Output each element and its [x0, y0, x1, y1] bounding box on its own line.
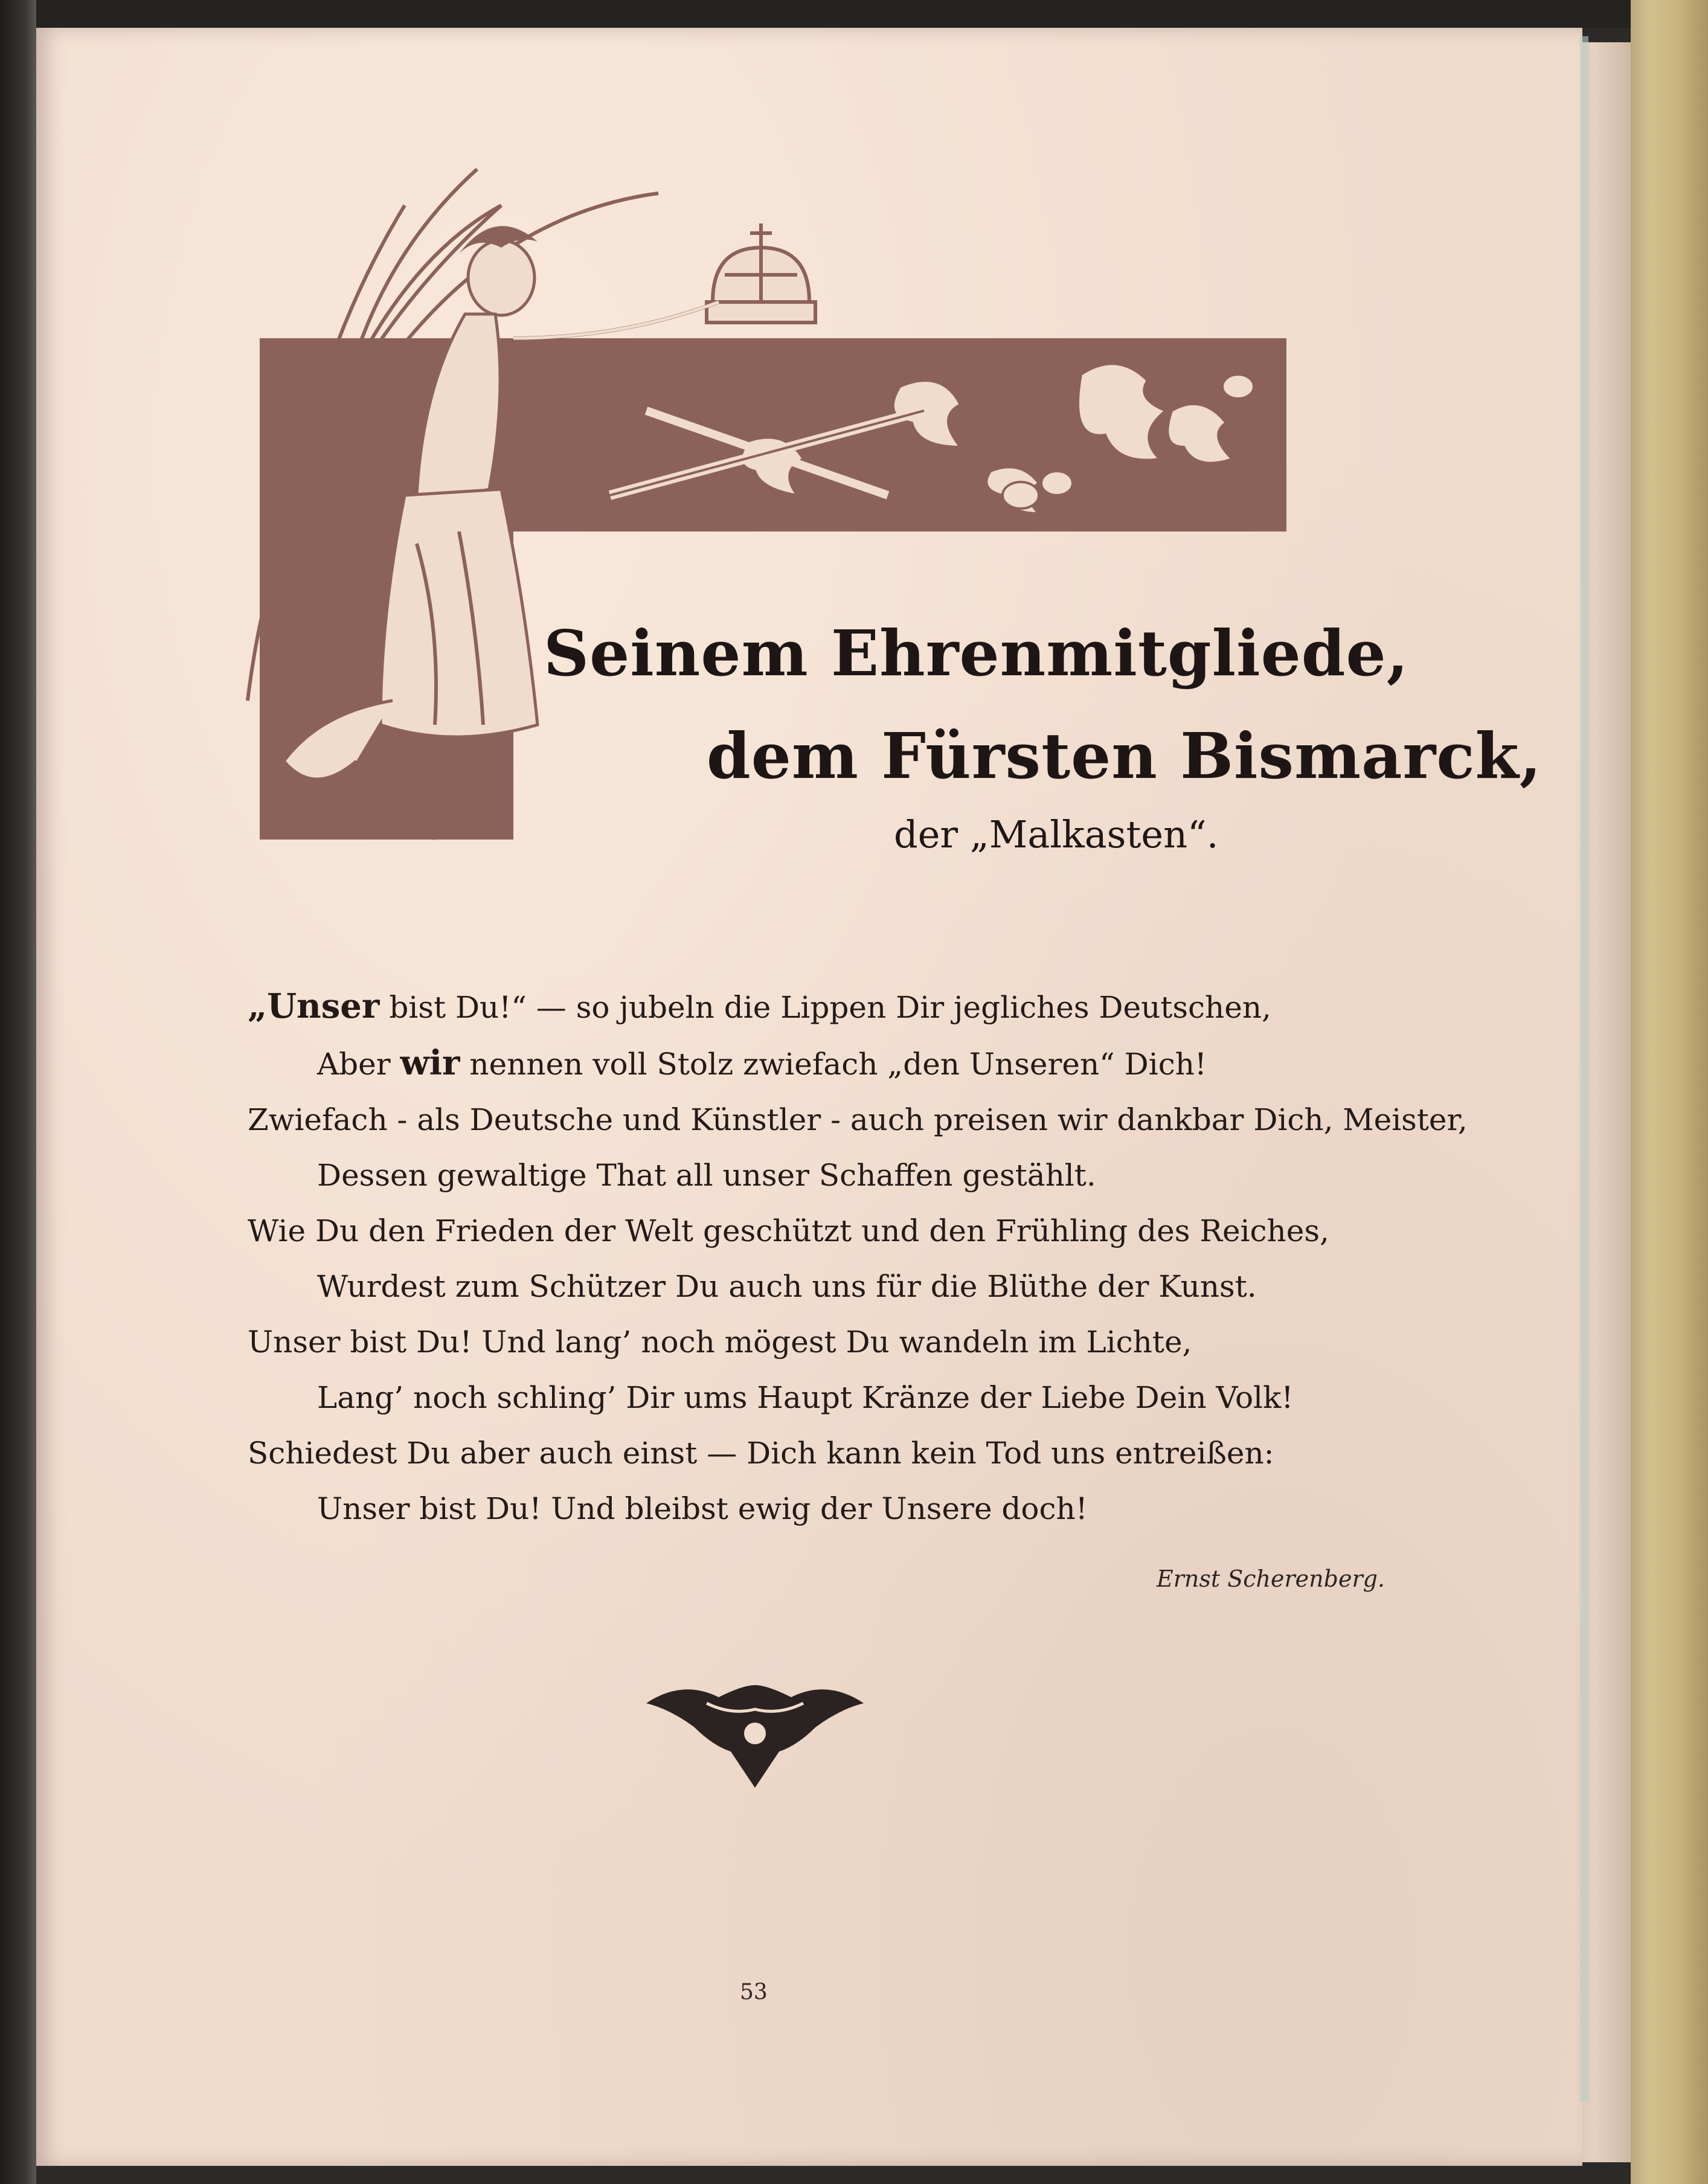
- poem-text: Aber: [317, 1047, 400, 1082]
- title-line-3: der „Malkasten“.: [894, 812, 1219, 856]
- poem-line-3: Zwiefach - als Deutsche und Künstler - auch preisen wir dankbar Dich, Meister,: [248, 1102, 1468, 1137]
- poem-line-7: Unser bist Du! Und lang’ noch mögest Du wandeln im Lichte,: [248, 1325, 1192, 1360]
- poem-line-1: [248, 978, 1395, 1035]
- poem-line-6: Wurdest zum Schützer Du auch uns für die Blüthe der Kunst.: [317, 1269, 1257, 1304]
- poem-line-5: Wie Du den Frieden der Welt geschützt und den Frühling des Reiches,: [248, 1213, 1329, 1248]
- book-cover-left: [0, 0, 36, 2184]
- emphasized-word: wir: [400, 1043, 460, 1083]
- title-line-1: Seinem Ehrenmitgliede,: [544, 616, 1409, 690]
- title-line-2: dem Fürsten Bismarck,: [707, 719, 1542, 793]
- poem-line-8: Lang’ noch schling’ Dir ums Haupt Kränze der Liebe Dein Volk!: [317, 1380, 1294, 1415]
- emphasized-word: „Unser: [248, 986, 380, 1026]
- poem-text: nennen voll Stolz zwiefach „den Unseren“ Dich!: [460, 1047, 1207, 1082]
- page-edge-tint: [1580, 36, 1588, 2102]
- ornamental-vignette: [634, 1667, 876, 1788]
- poem: [248, 978, 1468, 1537]
- book-cover-top: [36, 0, 1631, 28]
- book-cover-right: [1631, 0, 1708, 2184]
- poem-text: bist Du!“ — so jubeln die Lippen Dir jegliches Deutschen,: [379, 990, 1271, 1025]
- poem-line-10: Unser bist Du! Und bleibst ewig der Unsere doch!: [317, 1491, 1088, 1526]
- poem-line-4: Dessen gewaltige That all unser Schaffen gestählt.: [317, 1158, 1096, 1193]
- poem-line-9: Schiedest Du aber auch einst — Dich kann kein Tod uns entreißen:: [248, 1436, 1274, 1471]
- imperial-crown: [707, 223, 815, 323]
- page-number: 53: [740, 1980, 768, 2005]
- poem-author: Ernst Scherenberg.: [1157, 1566, 1385, 1592]
- poem-line-2: [248, 1035, 1395, 1092]
